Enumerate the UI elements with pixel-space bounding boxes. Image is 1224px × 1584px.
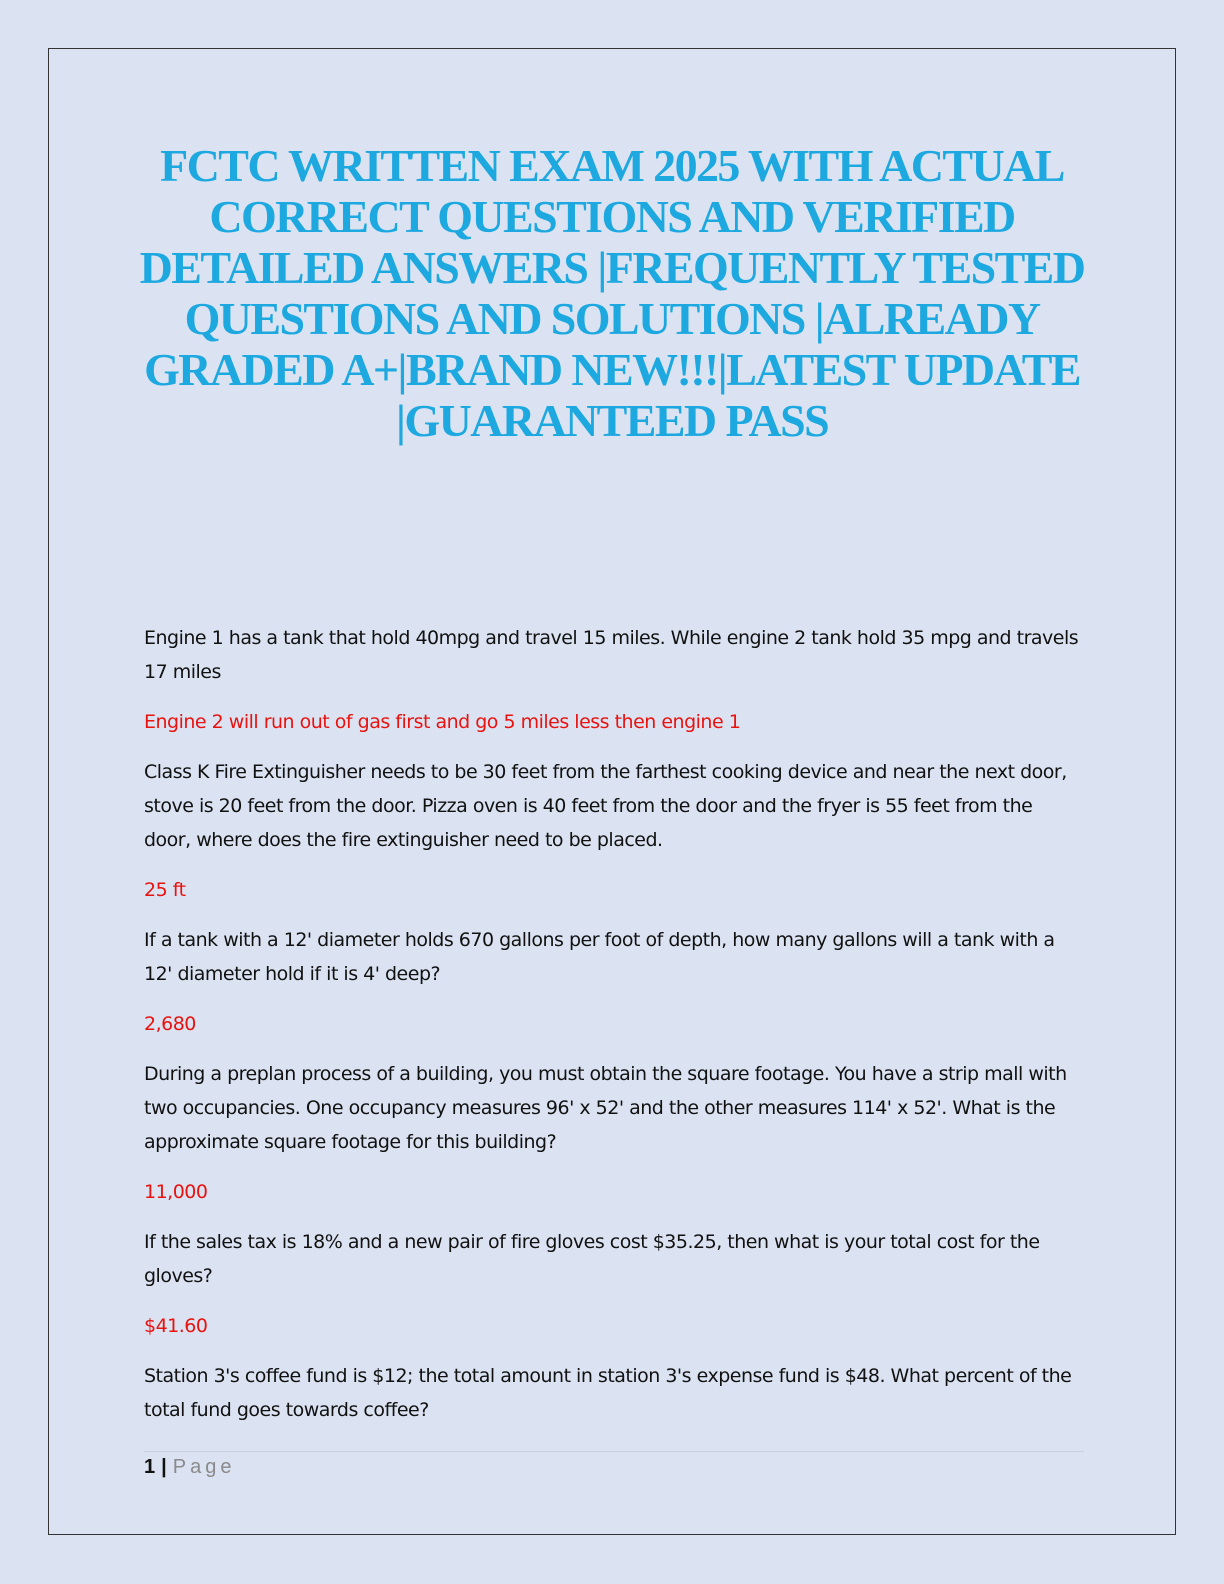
question-6: Station 3's coffee fund is $12; the total amount in station 3's expense fund is $48. What percent of the total fund goes towards coffee? [144, 1365, 1072, 1421]
answer-1: Engine 2 will run out of gas first and go 5 miles less then engine 1 [144, 711, 741, 733]
question-3: If a tank with a 12' diameter holds 670 gallons per foot of depth, how many gallons will a tank with a 12' diameter hold if it is 4' deep? [144, 929, 1055, 985]
question-4: During a preplan process of a building, you must obtain the square footage. You have a strip mall with two occupancies. One occupancy measures 96' x 52' and the other measures 114' x 52'. What is the approximate square footage for this building? [144, 1063, 1067, 1153]
document-title: FCTC WRITTEN EXAM 2025 WITH ACTUAL CORRECT QUESTIONS AND VERIFIED DETAILED ANSWERS |FREQUENTLY TESTED QUESTIONS AND SOLUTIONS |ALREADY GRADED A+|BRAND NEW!!!|LATEST UPDATE |GUARANTEED PASS [139, 140, 1085, 446]
answer-2: 25 ft [144, 879, 186, 901]
footer-divider [144, 1451, 1084, 1452]
answer-3: 2,680 [144, 1013, 196, 1035]
answer-5: $41.60 [144, 1315, 208, 1337]
page-footer [144, 1456, 235, 1479]
qa-content [144, 621, 1084, 1443]
footer-separator: | [161, 1456, 167, 1478]
question-1: Engine 1 has a tank that hold 40mpg and travel 15 miles. While engine 2 tank hold 35 mpg and travels 17 miles [144, 627, 1079, 683]
question-2: Class K Fire Extinguisher needs to be 30 feet from the farthest cooking device and near the next door, stove is 20 feet from the door. Pizza oven is 40 feet from the door and the fryer is 55 feet from the door, where does the fire extinguisher need to be placed. [144, 761, 1067, 851]
question-5: If the sales tax is 18% and a new pair of fire gloves cost $35.25, then what is your total cost for the gloves? [144, 1231, 1040, 1287]
answer-4: 11,000 [144, 1181, 208, 1203]
page-label: Page [172, 1456, 236, 1478]
page-number: 1 [144, 1456, 156, 1478]
